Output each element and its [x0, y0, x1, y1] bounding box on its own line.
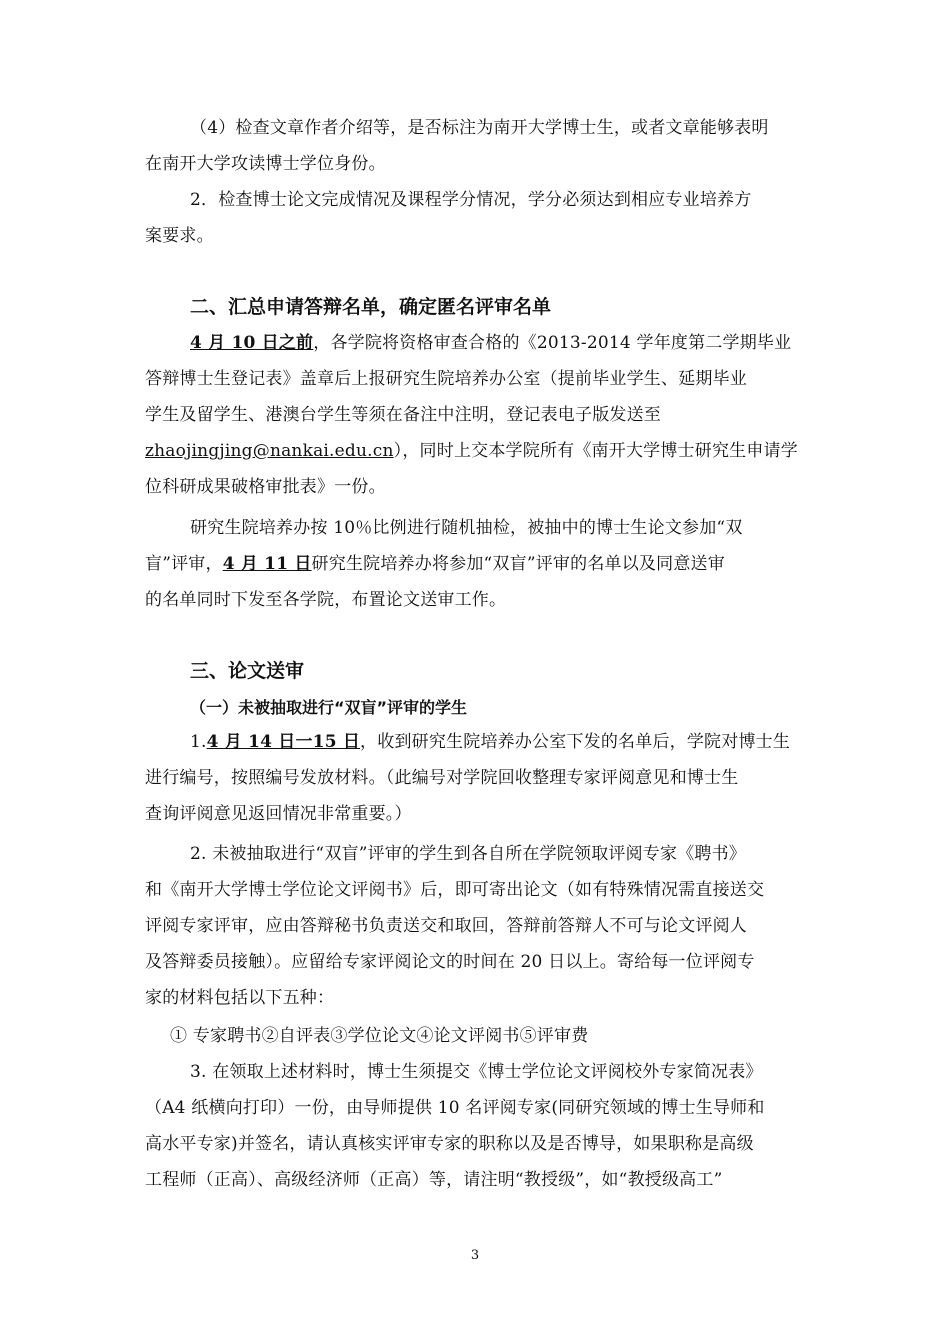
paragraph-line: 研究生院培养办按 10％比例进行随机抽检，被抽中的博士生论文参加“双	[190, 518, 743, 538]
paragraph-line: 学生及留学生、港澳台学生等须在备注中注明，登记表电子版发送至	[145, 405, 661, 425]
deadline-date: 4 月 10 日之前	[190, 333, 314, 353]
paragraph-line: 的名单同时下发至各学院，布置论文送审工作。	[145, 590, 507, 610]
text-span: ），同时上交本学院所有《南开大学博士研究生申请学	[393, 441, 798, 461]
text-span: 研究生院培养办将参加“双盲”评审的名单以及同意送审	[311, 554, 725, 574]
text-span: 1.	[190, 732, 207, 752]
page-number: 3	[470, 1248, 480, 1263]
text-span: 盲”评审，	[145, 554, 223, 574]
paragraph-line: 家的材料包括以下五种：	[145, 988, 335, 1008]
paragraph-line: 进行编号，按照编号发放材料。（此编号对学院回收整理专家评阅意见和博士生	[145, 768, 739, 788]
paragraph-line: 位科研成果破格审批表》一份。	[145, 477, 386, 497]
paragraph-line: 2．检查博士论文完成情况及课程学分情况，学分必须达到相应专业培养方	[190, 190, 752, 210]
paragraph-line: 和《南开大学博士学位论文评阅书》后，即可寄出论文（如有特殊情况需直接送交	[145, 880, 765, 900]
paragraph-line: 3. 在领取上述材料时，博士生须提交《博士学位论文评阅校外专家简况表》	[190, 1062, 763, 1082]
paragraph-line: 及答辩委员接触）。应留给专家评阅论文的时间在 20 日以上。寄给每一位评阅专	[145, 952, 755, 972]
paragraph-line: （A4 纸横向打印）一份，由导师提供 10 名评阅专家(同研究领域的博士生导师和	[145, 1098, 765, 1118]
deadline-date: 4 月 11 日	[222, 554, 312, 574]
text-span: ，收到研究生院培养办公室下发的名单后，学院对博士生	[360, 732, 791, 752]
section-heading: 三、论文送审	[190, 660, 305, 682]
paragraph-line	[145, 433, 810, 469]
paragraph-line: 高水平专家)并签名，请认真核实评审专家的职称以及是否博导，如果职称是高级	[145, 1134, 754, 1154]
email-link[interactable]: zhaojingjing@nankai.edu.cn	[145, 441, 394, 461]
paragraph-line: （4）检查文章作者介绍等，是否标注为南开大学博士生，或者文章能够表明	[190, 118, 769, 138]
paragraph-line	[190, 724, 855, 760]
paragraph-line: 答辩博士生登记表》盖章后上报研究生院培养办公室（提前毕业学生、延期毕业	[145, 369, 747, 389]
paragraph-line: 2. 未被抽取进行“双盲”评审的学生到各自所在学院领取评阅专家《聘书》	[190, 844, 747, 864]
materials-list: ① 专家聘书②自评表③学位论文④论文评阅书⑤评审费	[170, 1026, 589, 1046]
deadline-date: 4 月 14 日一15 日	[206, 732, 361, 752]
paragraph-line	[190, 325, 855, 361]
paragraph-line: 评阅专家评审，应由答辩秘书负责送交和取回，答辩前答辩人不可与论文评阅人	[145, 916, 747, 936]
paragraph-line: 工程师（正高）、高级经济师（正高）等，请注明“教授级”，如“教授级高工”	[145, 1170, 723, 1190]
paragraph-line	[145, 546, 810, 582]
paragraph-line: 在南开大学攻读博士学位身份。	[145, 154, 386, 174]
paragraph-line: 案要求。	[145, 226, 214, 246]
section-heading: 二、汇总申请答辩名单，确定匿名评审名单	[190, 296, 552, 318]
subsection-heading: （一）未被抽取进行“双盲”评审的学生	[190, 698, 468, 717]
paragraph-line: 查询评阅意见返回情况非常重要。）	[145, 804, 412, 824]
text-span: ，各学院将资格审查合格的《2013-2014 学年度第二学期毕业	[313, 333, 792, 353]
